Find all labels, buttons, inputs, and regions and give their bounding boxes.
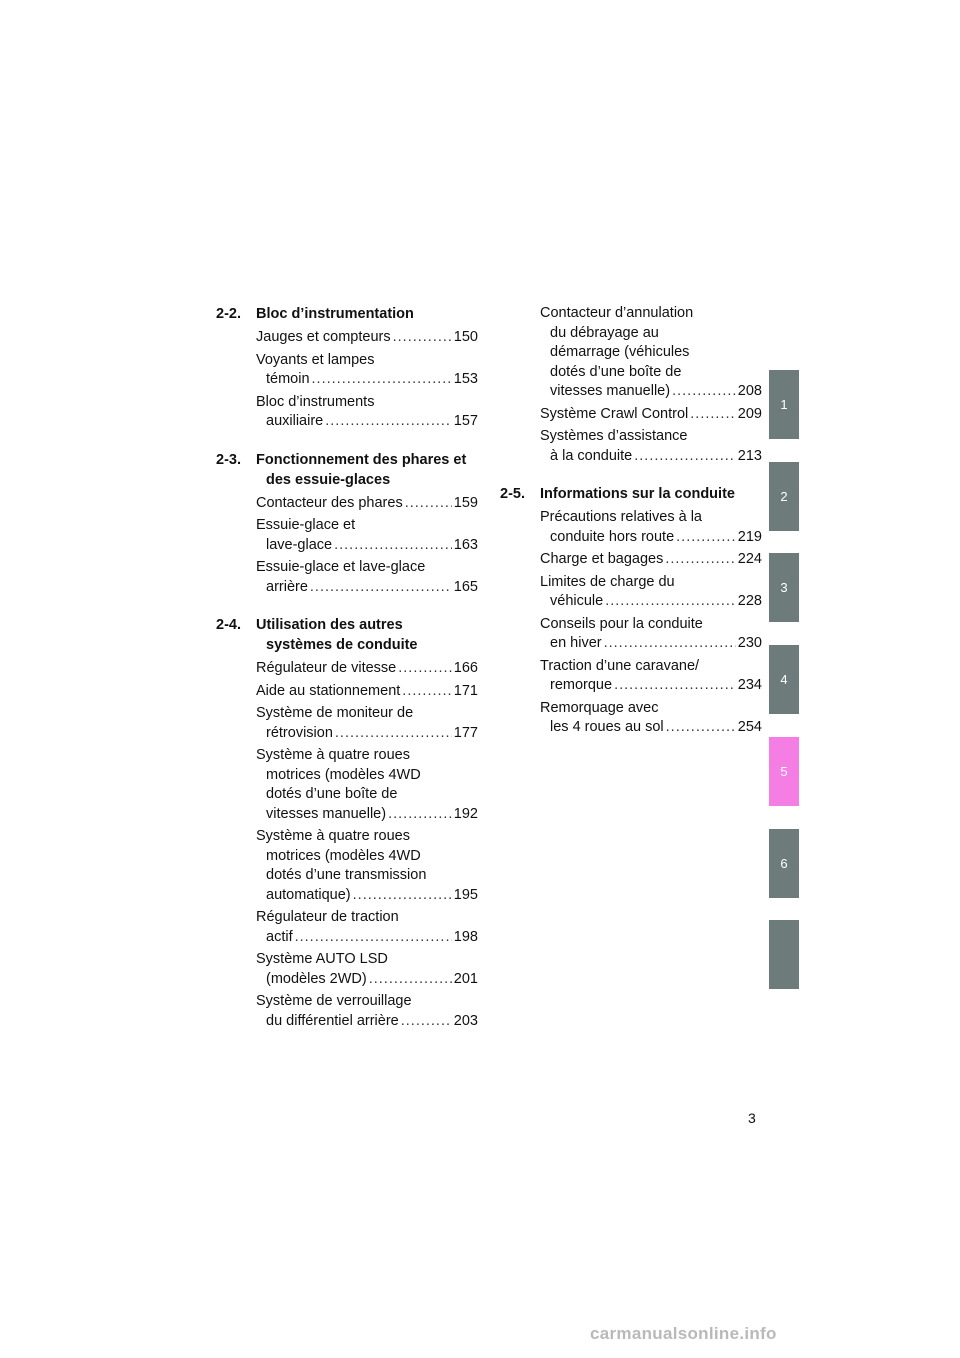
toc-entry-line: dotés d’une transmission [266, 867, 427, 883]
section-number: 2-4. [216, 617, 241, 633]
toc-page-number: 234 [737, 677, 762, 693]
toc-entry[interactable] [256, 746, 478, 824]
toc-page-number: 230 [737, 635, 762, 651]
dot-leader [398, 659, 452, 679]
toc-entry-last-line [256, 1012, 478, 1032]
toc-entry-last-line [540, 592, 762, 612]
section-number: 2-5. [500, 486, 525, 502]
toc-page-number: 157 [453, 413, 478, 429]
toc-entry-line: Conseils pour la conduite [540, 615, 703, 632]
dot-leader [335, 724, 452, 744]
toc-page-number: 201 [453, 970, 478, 987]
toc-page-number: 177 [453, 724, 478, 741]
toc-entry[interactable] [540, 657, 762, 696]
toc-entry-last-line [256, 724, 478, 744]
toc-page-number: 163 [453, 536, 478, 553]
toc-entry-text: lave-glace [266, 536, 333, 553]
toc-entry-line: Système à quatre roues [256, 828, 410, 844]
section-heading [216, 615, 478, 655]
toc-entry-line: Limites de charge du [540, 573, 675, 590]
toc-entry-line: dotés d’une boîte de [550, 363, 682, 380]
toc-entry-text: à la conduite [550, 447, 633, 464]
toc-entry-line: Système de moniteur de [256, 705, 414, 721]
watermark: carmanualsonline.info [590, 1324, 777, 1343]
toc-entry-line: Système de verrouillage [256, 993, 412, 1009]
toc-entry-text: rétrovision [266, 724, 333, 741]
toc-entry-text: automatique) [266, 886, 351, 903]
toc-entry-text: remorque [550, 677, 613, 693]
toc-entry-text: Régulateur de vitesse [256, 660, 397, 676]
toc-entry-line: dotés d’une boîte de [266, 786, 398, 802]
toc-entry[interactable] [540, 573, 762, 612]
section-heading [216, 304, 478, 324]
section-heading [500, 484, 762, 504]
toc-entry-last-line [540, 528, 762, 548]
toc-entry-last-line [540, 447, 762, 467]
toc-entry-last-line [256, 328, 478, 348]
section-number: 2-2. [216, 306, 241, 322]
toc-entry-text: témoin [266, 371, 310, 387]
dot-leader [666, 718, 736, 738]
toc-entry[interactable] [540, 508, 762, 547]
toc-entry[interactable] [256, 328, 478, 348]
toc-entry-last-line [540, 550, 762, 570]
toc-entry-line: Système AUTO LSD [256, 951, 388, 967]
toc-entry-text: véhicule [550, 593, 604, 609]
toc-entry-line: motrices (modèles 4WD [266, 766, 421, 783]
section-title [256, 615, 478, 655]
dot-leader [604, 634, 736, 654]
dot-leader [614, 676, 736, 696]
toc-entry-last-line [540, 405, 762, 425]
section-title-line: systèmes de conduite [266, 637, 418, 653]
dot-leader [325, 412, 452, 432]
dot-leader [405, 494, 452, 514]
chapter-tab-5[interactable]: 5 [769, 737, 799, 806]
toc-entry-line: démarrage (véhicules [550, 344, 690, 360]
toc-entry-last-line [256, 886, 478, 906]
section-title [256, 304, 478, 324]
dot-leader [353, 886, 452, 906]
toc-entries [540, 304, 762, 466]
toc-entry[interactable] [256, 992, 478, 1031]
dot-leader [369, 970, 452, 990]
dot-leader [295, 928, 452, 948]
section-heading [216, 450, 478, 490]
toc-page-number: 208 [737, 383, 762, 399]
toc-entry-line: Systèmes d’assistance [540, 428, 688, 444]
toc-page-number: 219 [737, 528, 762, 545]
toc-entry-last-line [256, 536, 478, 556]
dot-leader [393, 328, 452, 348]
toc-right-column [500, 304, 762, 756]
toc-entry-line: Essuie-glace et lave-glace [256, 559, 426, 575]
toc-entry-last-line [256, 805, 478, 825]
toc-entries [256, 659, 478, 1031]
section-title-line: Utilisation des autres [256, 617, 403, 633]
toc-entry-text: vitesses manuelle) [550, 383, 671, 399]
toc-entry-text: Charge et bagages [540, 551, 664, 567]
toc-entry[interactable] [256, 827, 478, 905]
section-title-line: des essuie-glaces [266, 471, 391, 488]
toc-section [500, 304, 762, 466]
toc-entry-text: vitesses manuelle) [266, 805, 387, 822]
toc-entry[interactable] [540, 427, 762, 466]
toc-page-number: 153 [453, 371, 478, 387]
toc-page-number: 224 [737, 551, 762, 567]
toc-entry-line: du débrayage au [550, 324, 659, 341]
toc-entry-text: actif [266, 928, 293, 945]
toc-entries [256, 328, 478, 432]
toc-entry[interactable] [540, 304, 762, 402]
chapter-tab-2[interactable]: 2 [769, 462, 799, 531]
toc-entry-last-line [540, 718, 762, 738]
chapter-tab-4[interactable]: 4 [769, 645, 799, 714]
toc-entry[interactable] [540, 550, 762, 570]
toc-entry-last-line [256, 370, 478, 390]
toc-entry-line: Contacteur d’annulation [540, 305, 694, 321]
toc-entry-last-line [256, 970, 478, 990]
page-number: 3 [748, 1110, 756, 1126]
dot-leader [672, 382, 736, 402]
toc-entry[interactable] [540, 699, 762, 738]
toc-page-number: 165 [453, 578, 478, 595]
toc-entry-text: les 4 roues au sol [550, 719, 664, 735]
toc-entry-last-line [256, 578, 478, 598]
toc-page-number: 150 [453, 329, 478, 345]
toc-section [216, 450, 478, 598]
section-title-line: Fonctionnement des phares et [256, 451, 467, 468]
toc-entry-line: Remorquage avec [540, 699, 659, 716]
toc-entry[interactable] [256, 682, 478, 702]
toc-section [216, 615, 478, 1031]
section-title [540, 484, 762, 504]
toc-entry[interactable] [256, 908, 478, 947]
toc-entry[interactable] [540, 615, 762, 654]
section-title [256, 450, 478, 490]
dot-leader [401, 1012, 452, 1032]
toc-page-number: 254 [737, 719, 762, 735]
toc-page-number: 166 [453, 660, 478, 676]
toc-entry-text: Aide au stationnement [256, 682, 401, 699]
toc-left-column [216, 304, 478, 1049]
toc-entry[interactable] [540, 405, 762, 425]
toc-entry-line: Traction d’une caravane/ [540, 657, 700, 674]
dot-leader [312, 370, 452, 390]
toc-page-number: 159 [453, 494, 478, 511]
toc-entry[interactable] [256, 494, 478, 514]
chapter-tab-3[interactable]: 3 [769, 553, 799, 622]
dot-leader [388, 805, 452, 825]
dot-leader [690, 405, 736, 425]
toc-entry-last-line [540, 382, 762, 402]
toc-entry-last-line [256, 928, 478, 948]
toc-entry[interactable] [256, 659, 478, 679]
toc-entry-last-line [256, 412, 478, 432]
toc-entry-text: (modèles 2WD) [266, 970, 367, 987]
toc-entry-line: Voyants et lampes [256, 351, 375, 368]
toc-page-number: 195 [453, 886, 478, 903]
toc-entry-text: auxiliaire [266, 413, 324, 429]
toc-section [216, 304, 478, 432]
dot-leader [605, 592, 736, 612]
toc-entry-last-line [256, 494, 478, 514]
toc-entry-text: du différentiel arrière [266, 1012, 399, 1029]
chapter-tab-6[interactable]: 6 [769, 829, 799, 898]
toc-entry-line: motrices (modèles 4WD [266, 847, 421, 864]
toc-entry-text: arrière [266, 578, 308, 595]
toc-entry-last-line [256, 682, 478, 702]
dot-leader [634, 447, 736, 467]
toc-entry[interactable] [256, 351, 478, 390]
chapter-tab-1[interactable]: 1 [769, 370, 799, 439]
toc-entry-line: Précautions relatives à la [540, 509, 702, 525]
dot-leader [676, 528, 736, 548]
toc-entries [256, 494, 478, 598]
toc-page-number: 198 [453, 928, 478, 945]
toc-entry-text: en hiver [550, 635, 602, 651]
toc-entries [540, 508, 762, 738]
section-title-line: Bloc d’instrumentation [256, 306, 414, 322]
toc-entry-line: Essuie-glace et [256, 517, 356, 533]
toc-page-number: 203 [453, 1012, 478, 1029]
dot-leader [310, 578, 452, 598]
toc-entry[interactable] [256, 393, 478, 432]
toc-page-number: 213 [737, 447, 762, 464]
section-number: 2-3. [216, 451, 241, 468]
toc-entry[interactable] [256, 558, 478, 597]
toc-page-number: 228 [737, 593, 762, 609]
dot-leader [334, 536, 452, 556]
toc-page-number: 209 [737, 405, 762, 422]
toc-entry-line: Bloc d’instruments [256, 393, 375, 410]
dot-leader [665, 550, 735, 570]
toc-entry[interactable] [256, 704, 478, 743]
toc-entry-text: Système Crawl Control [540, 405, 689, 422]
toc-entry[interactable] [256, 516, 478, 555]
toc-entry-last-line [540, 676, 762, 696]
toc-section [500, 484, 762, 738]
toc-entry-text: Contacteur des phares [256, 494, 403, 511]
chapter-tab-index[interactable] [769, 920, 799, 989]
toc-entry-text: Jauges et compteurs [256, 329, 391, 345]
section-title-line: Informations sur la conduite [540, 486, 735, 502]
toc-entry-line: Régulateur de traction [256, 909, 399, 925]
toc-entry-text: conduite hors route [550, 528, 675, 545]
toc-page-number: 171 [453, 682, 478, 699]
toc-entry[interactable] [256, 950, 478, 989]
toc-entry-last-line [540, 634, 762, 654]
dot-leader [402, 682, 452, 702]
toc-entry-last-line [256, 659, 478, 679]
toc-page-number: 192 [453, 805, 478, 822]
toc-entry-line: Système à quatre roues [256, 747, 410, 763]
